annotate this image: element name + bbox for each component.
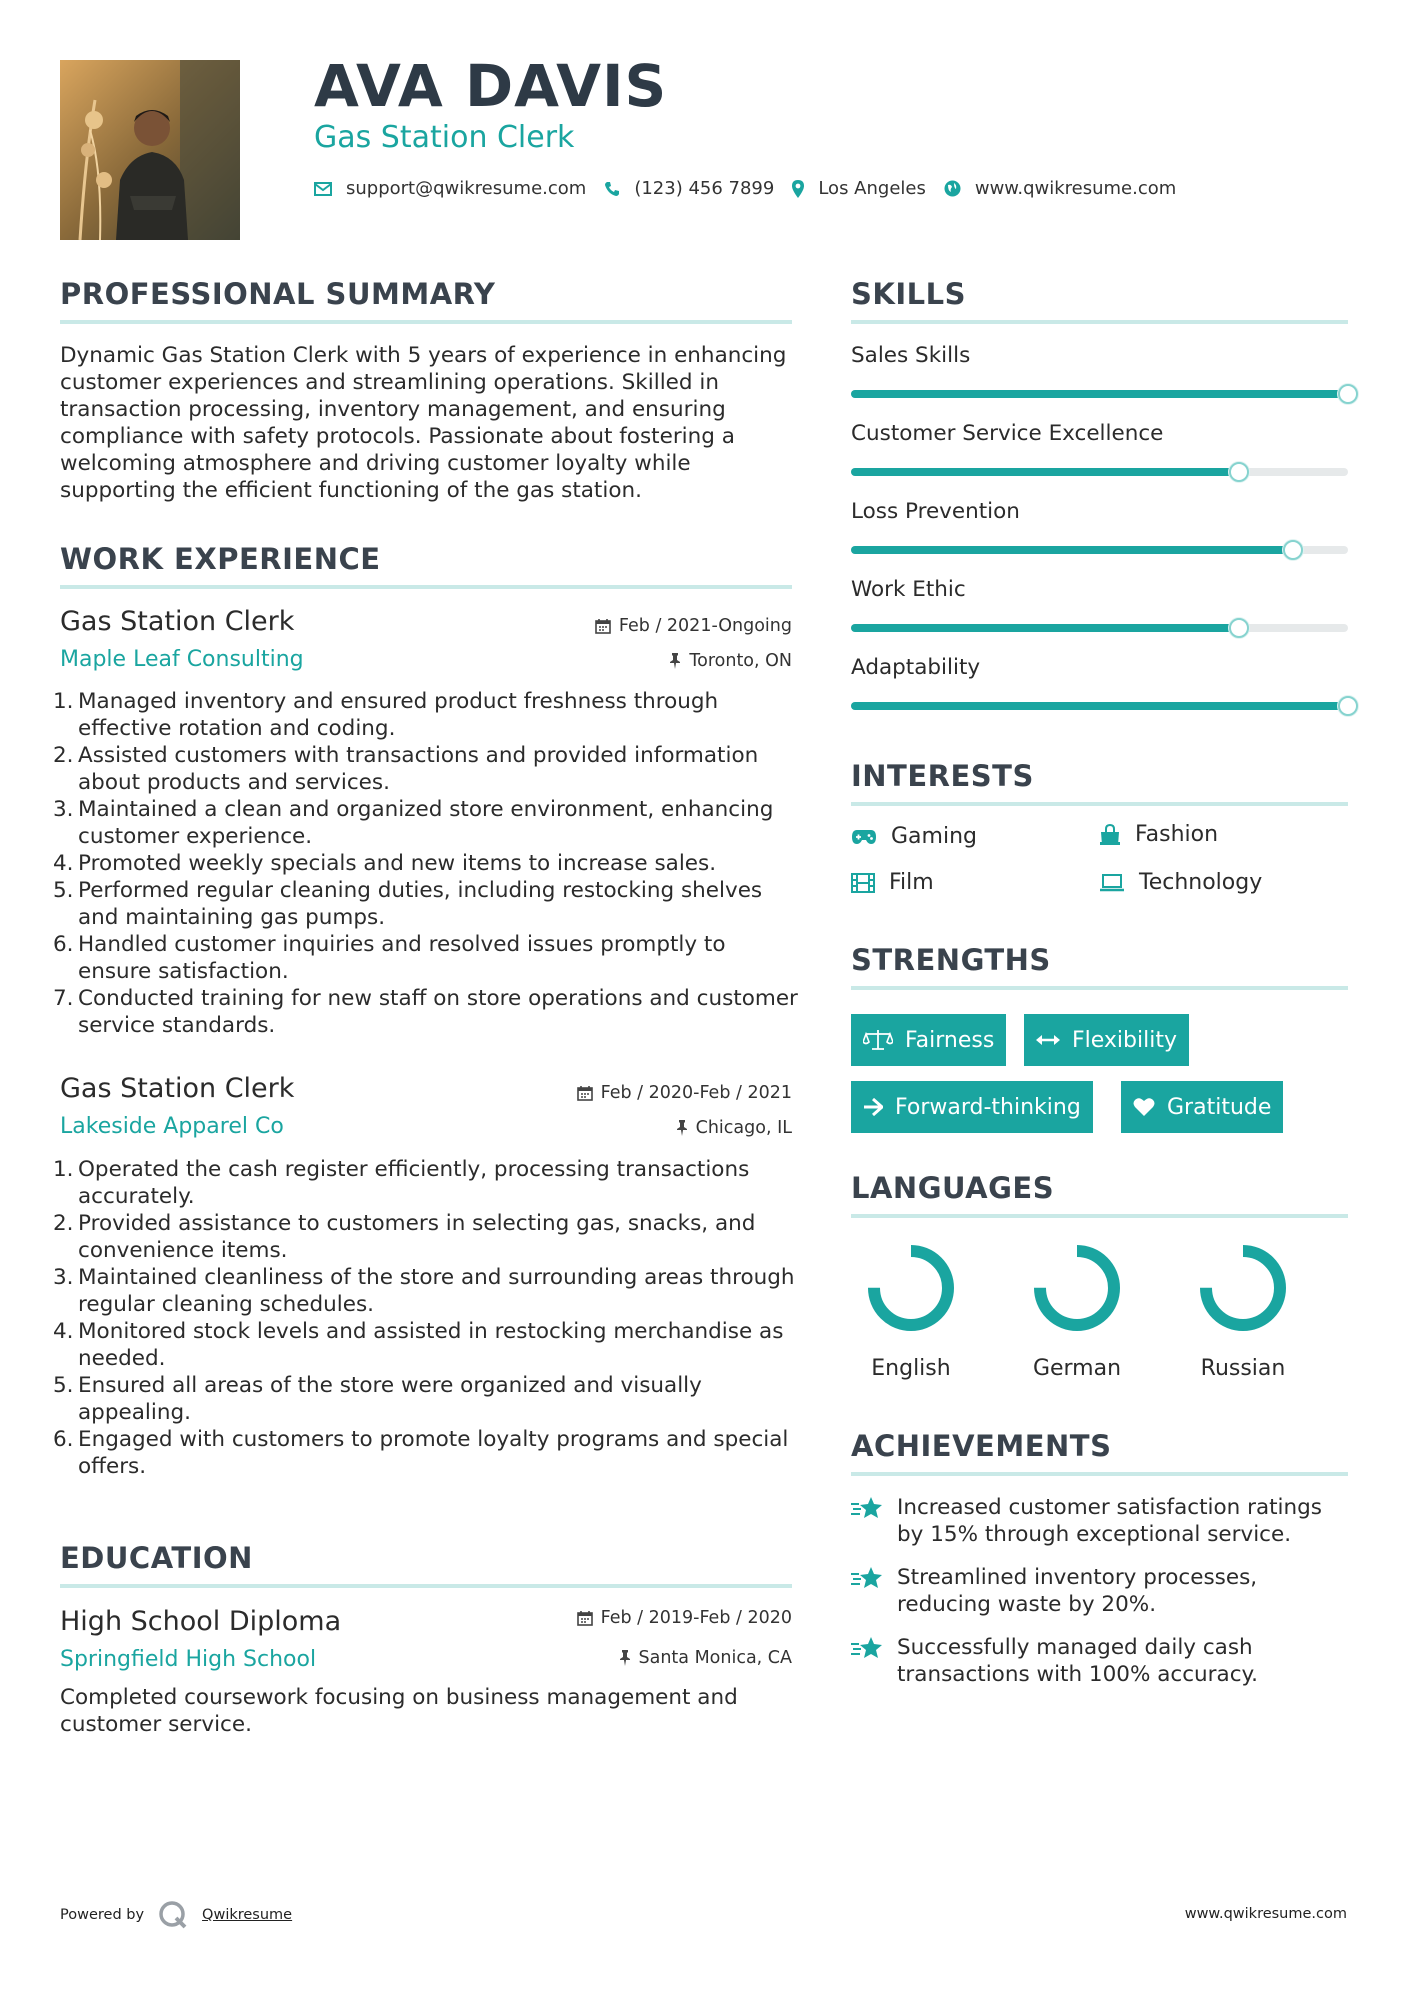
education-heading: EDUCATION — [60, 1541, 253, 1575]
strength-label: Fairness — [905, 1027, 995, 1053]
interests-divider — [851, 802, 1348, 806]
achievement-item — [851, 1494, 1348, 1548]
skill-bar-fill — [851, 624, 1239, 632]
strength-tag — [851, 1081, 1093, 1133]
skill-label: Sales Skills — [851, 343, 971, 368]
list-item — [53, 688, 800, 742]
interest-label: Technology — [1139, 870, 1263, 895]
strength-tag — [1121, 1081, 1283, 1133]
list-text: Maintained a clean and organized store environment, enhancing customer experience. — [78, 797, 774, 849]
envelope-icon — [314, 182, 332, 196]
list-item — [53, 850, 800, 877]
skill-label: Adaptability — [851, 655, 981, 680]
interest-item — [851, 824, 977, 849]
summary-text: Dynamic Gas Station Clerk with 5 years of experience in enhancing customer experiences and streamlining operations. Skilled in transaction processing, inventory management, and ensuring compliance with safety protocols. Passionate about fostering a welcoming atmosphere and driving customer loyalty while supporting the efficient functioning of the gas station. — [60, 343, 787, 503]
achievement-item — [851, 1564, 1348, 1618]
contact-bar — [314, 178, 1194, 199]
summary-divider — [60, 320, 792, 324]
skill-bar — [851, 702, 1348, 710]
heart-icon — [1133, 1097, 1155, 1117]
experience-heading: WORK EXPERIENCE — [60, 542, 381, 576]
interest-label: Film — [889, 870, 934, 895]
calendar-icon — [577, 1085, 593, 1101]
contact-phone[interactable] — [604, 178, 774, 199]
interest-label: Fashion — [1135, 822, 1219, 847]
list-number: 6. — [53, 1427, 74, 1452]
interests-heading: INTERESTS — [851, 759, 1034, 793]
shooting-star-icon — [851, 1496, 883, 1520]
list-item — [53, 1318, 800, 1372]
film-icon — [851, 873, 875, 893]
strengths-divider — [851, 986, 1348, 990]
balance-scale-icon — [863, 1029, 893, 1051]
candidate-role: Gas Station Clerk — [314, 120, 575, 155]
list-number: 6. — [53, 932, 74, 957]
location-text: Los Angeles — [818, 178, 926, 199]
job-location — [669, 651, 792, 671]
education-location-text: Santa Monica, CA — [638, 1648, 792, 1668]
achievement-text: Successfully managed daily cash transactions with 100% accuracy. — [897, 1635, 1259, 1687]
list-number: 2. — [53, 743, 74, 768]
interest-item — [1099, 870, 1262, 895]
list-text: Managed inventory and ensured product freshness through effective rotation and coding. — [78, 689, 719, 741]
arrows-horizontal-icon — [1036, 1034, 1060, 1046]
skill-bar — [851, 624, 1348, 632]
skill-bar-fill — [851, 702, 1348, 710]
language-label: German — [1032, 1356, 1122, 1381]
gamepad-icon — [851, 829, 877, 845]
school-name: Springfield High School — [60, 1647, 317, 1672]
list-number: 3. — [53, 1265, 74, 1290]
email-text: support@qwikresume.com — [346, 178, 587, 199]
achievement-item — [851, 1634, 1348, 1688]
list-item — [53, 796, 800, 850]
job-dates — [577, 1083, 792, 1103]
laptop-icon — [1099, 874, 1125, 892]
job-duties-list — [53, 1156, 800, 1480]
skill-bar-fill — [851, 468, 1239, 476]
job-location — [676, 1118, 792, 1138]
list-text: Handled customer inquiries and resolved issues promptly to ensure satisfaction. — [78, 932, 726, 984]
skill-label: Work Ethic — [851, 577, 966, 602]
job-title: Gas Station Clerk — [60, 1073, 295, 1104]
contact-email[interactable] — [314, 178, 586, 199]
list-number: 5. — [53, 1373, 74, 1398]
skill-bar — [851, 390, 1348, 398]
job-location-text: Chicago, IL — [695, 1118, 792, 1138]
job-dates-text: Feb / 2021-Ongoing — [618, 616, 792, 636]
language-label: Russian — [1200, 1356, 1286, 1381]
strengths-heading: STRENGTHS — [851, 943, 1051, 977]
list-number: 4. — [53, 1319, 74, 1344]
list-text: Maintained cleanliness of the store and surrounding areas through regular cleaning schedules. — [78, 1265, 795, 1317]
pushpin-icon — [669, 653, 681, 669]
arrow-right-icon — [863, 1098, 883, 1116]
list-item — [53, 931, 800, 985]
language-item — [1178, 1238, 1308, 1381]
shooting-star-icon — [851, 1566, 883, 1590]
education-location — [619, 1648, 793, 1668]
list-item — [53, 877, 800, 931]
profile-photo — [60, 60, 240, 240]
strength-label: Forward-thinking — [895, 1094, 1081, 1120]
list-text: Operated the cash register efficiently, processing transactions accurately. — [78, 1157, 750, 1209]
list-text: Conducted training for new staff on store operations and customer service standards. — [78, 986, 798, 1038]
job-title: Gas Station Clerk — [60, 606, 295, 637]
languages-heading: LANGUAGES — [851, 1171, 1055, 1205]
shopping-bag-icon — [1099, 824, 1121, 846]
list-item — [53, 1426, 800, 1480]
languages-divider — [851, 1214, 1348, 1218]
degree-title: High School Diploma — [60, 1606, 342, 1637]
achievement-text: Streamlined inventory processes, reducing waste by 20%. — [897, 1565, 1258, 1617]
skill-bar-knob — [1283, 540, 1303, 560]
company-name: Maple Leaf Consulting — [60, 647, 304, 672]
list-item — [53, 1372, 800, 1426]
contact-location — [792, 178, 926, 199]
list-item — [53, 1264, 800, 1318]
summary-heading: PROFESSIONAL SUMMARY — [60, 277, 496, 311]
skills-heading: SKILLS — [851, 277, 966, 311]
list-item — [53, 1210, 800, 1264]
strength-tag — [1024, 1014, 1189, 1066]
language-ring — [861, 1238, 961, 1338]
skill-bar-knob — [1338, 384, 1358, 404]
list-number: 1. — [53, 689, 74, 714]
list-text: Provided assistance to customers in selecting gas, snacks, and convenience items. — [78, 1211, 756, 1263]
candidate-name: AVA DAVIS — [314, 52, 668, 120]
education-description: Completed coursework focusing on business management and customer service. — [60, 1685, 738, 1737]
interest-item — [1099, 822, 1218, 847]
job-location-text: Toronto, ON — [689, 651, 792, 671]
skill-bar — [851, 468, 1348, 476]
language-label: English — [871, 1356, 951, 1381]
skill-bar-fill — [851, 546, 1293, 554]
job-duties-list — [53, 688, 800, 1039]
shooting-star-icon — [851, 1636, 883, 1660]
education-dates-text: Feb / 2019-Feb / 2020 — [600, 1608, 792, 1628]
phone-icon — [604, 181, 620, 197]
skill-bar-knob — [1338, 696, 1358, 716]
skills-divider — [851, 320, 1348, 324]
list-item — [53, 1156, 800, 1210]
list-number: 4. — [53, 851, 74, 876]
skill-label: Loss Prevention — [851, 499, 1020, 524]
skill-bar-knob — [1229, 618, 1249, 638]
list-text: Performed regular cleaning duties, including restocking shelves and maintaining gas pumps. — [78, 878, 763, 930]
list-text: Assisted customers with transactions and provided information about products and services. — [78, 743, 759, 795]
list-text: Promoted weekly specials and new items to increase sales. — [78, 851, 717, 876]
phone-text: (123) 456 7899 — [634, 178, 775, 199]
contact-website[interactable] — [944, 178, 1176, 199]
pushpin-icon — [619, 1650, 631, 1666]
list-number: 2. — [53, 1211, 74, 1236]
footer-url[interactable]: www.qwikresume.com — [1184, 1906, 1347, 1922]
education-dates — [577, 1608, 792, 1628]
qwikresume-logo-icon — [158, 1900, 188, 1930]
list-number: 3. — [53, 797, 74, 822]
achievements-heading: ACHIEVEMENTS — [851, 1429, 1112, 1463]
list-item — [53, 985, 800, 1039]
experience-divider — [60, 585, 792, 589]
education-divider — [60, 1584, 792, 1588]
qwikresume-link[interactable]: Qwikresume — [202, 1907, 293, 1923]
list-text: Monitored stock levels and assisted in restocking merchandise as needed. — [78, 1319, 784, 1371]
strength-tag — [851, 1014, 1006, 1066]
list-number: 1. — [53, 1157, 74, 1182]
job-dates-text: Feb / 2020-Feb / 2021 — [600, 1083, 792, 1103]
footer-branding — [60, 1900, 292, 1930]
map-pin-icon — [792, 180, 804, 198]
interest-label: Gaming — [891, 824, 977, 849]
skill-bar — [851, 546, 1348, 554]
language-ring — [1027, 1238, 1127, 1338]
globe-icon — [944, 180, 961, 197]
language-item — [846, 1238, 976, 1381]
pushpin-icon — [676, 1120, 688, 1136]
interest-item — [851, 870, 934, 895]
list-number: 5. — [53, 878, 74, 903]
skill-bar-knob — [1229, 462, 1249, 482]
skill-bar-fill — [851, 390, 1348, 398]
language-ring — [1193, 1238, 1293, 1338]
website-text: www.qwikresume.com — [974, 178, 1177, 199]
language-item — [1012, 1238, 1142, 1381]
achievement-text: Increased customer satisfaction ratings by 15% through exceptional service. — [897, 1495, 1323, 1547]
company-name: Lakeside Apparel Co — [60, 1114, 284, 1139]
list-text: Engaged with customers to promote loyalty programs and special offers. — [78, 1427, 789, 1479]
list-number: 7. — [53, 986, 74, 1011]
job-dates — [595, 616, 792, 636]
calendar-icon — [577, 1610, 593, 1626]
strength-label: Flexibility — [1072, 1027, 1177, 1053]
strength-label: Gratitude — [1167, 1094, 1272, 1120]
powered-by-text: Powered by — [60, 1907, 145, 1923]
list-text: Ensured all areas of the store were organized and visually appealing. — [78, 1373, 702, 1425]
list-item — [53, 742, 800, 796]
skill-label: Customer Service Excellence — [851, 421, 1164, 446]
achievements-divider — [851, 1472, 1348, 1476]
calendar-icon — [595, 618, 611, 634]
